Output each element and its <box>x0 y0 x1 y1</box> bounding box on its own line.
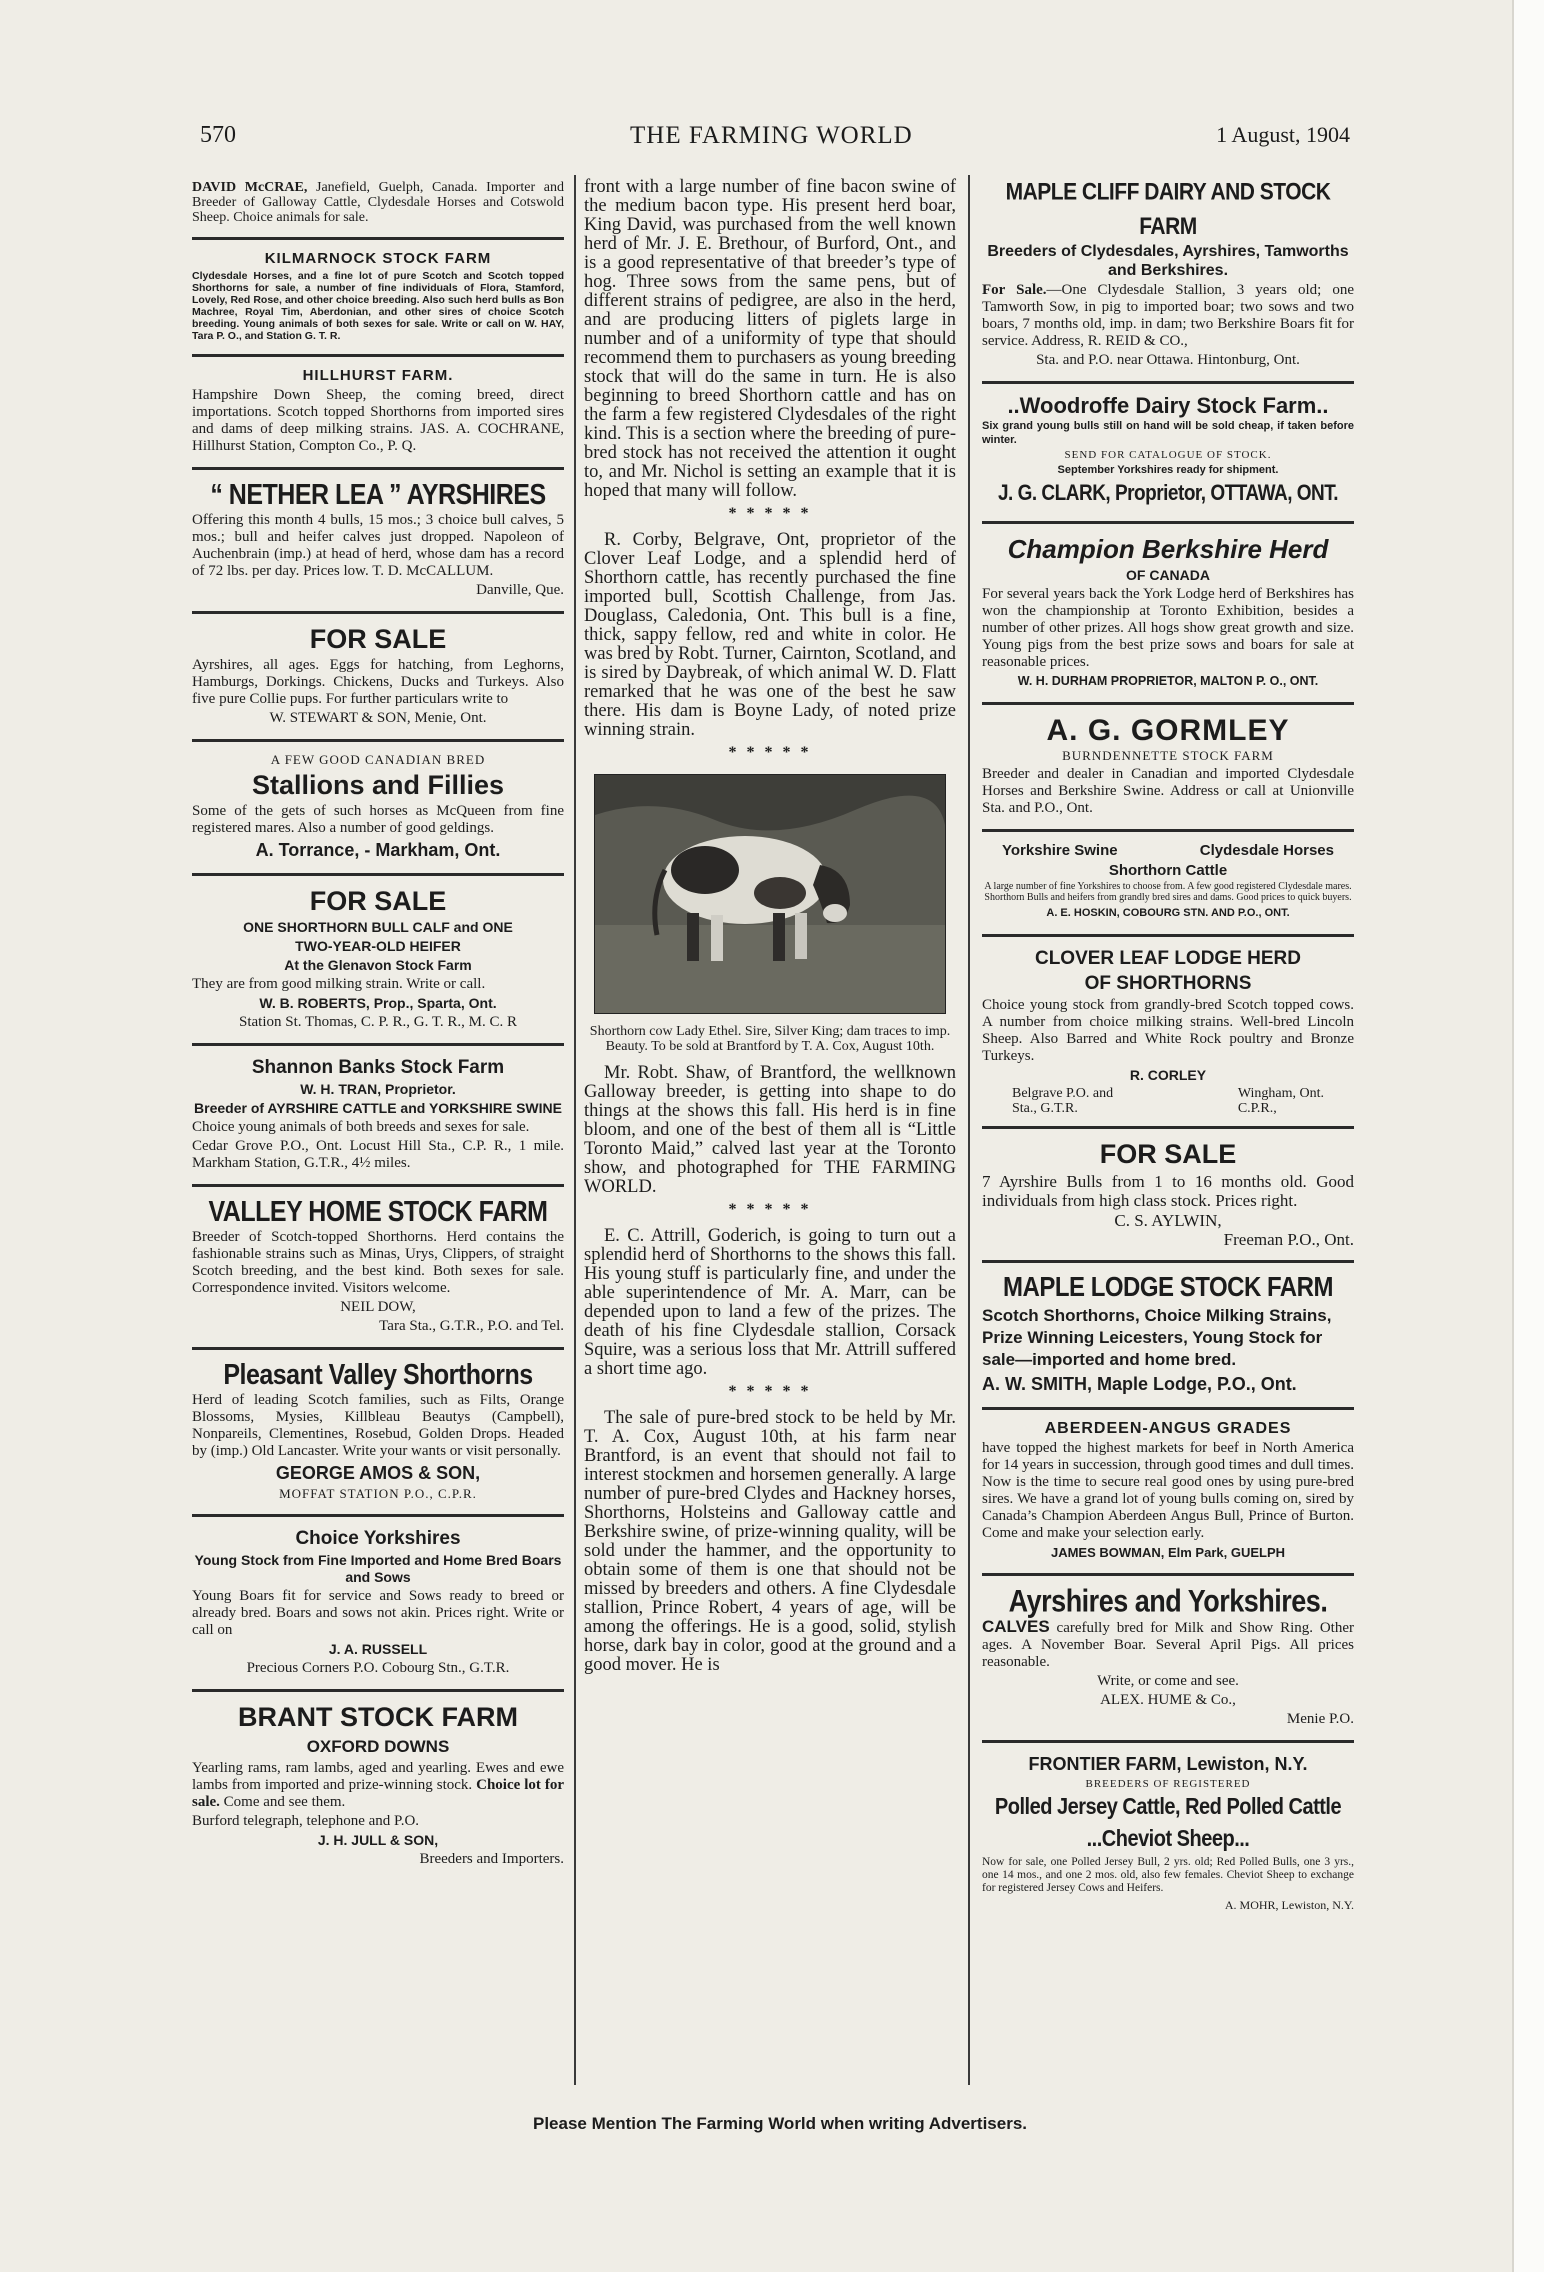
brant-body: Yearling rams, ram lambs, aged and yearling. Ewes and ewe lambs from imported and prize-winning stock. <box>192 1760 564 1793</box>
journal-title: THE FARMING WORLD <box>630 122 913 149</box>
for-sale-sign: W. STEWART & SON, Menie, Ont. <box>269 710 487 726</box>
pleasant-sign: GEORGE AMOS & SON, <box>275 1463 481 1483</box>
separator-4: * * * * * <box>728 1383 812 1400</box>
issue-date: 1 August, 1904 <box>1216 122 1350 147</box>
brant-title: BRANT STOCK FARM <box>238 1702 518 1732</box>
kilmarnock-title: KILMARNOCK STOCK FARM <box>264 250 492 267</box>
ad-valley-home <box>192 1197 564 1350</box>
for-sale-body: Ayrshires, all ages. Eggs for hatching, from Leghorns, Hamburgs, Dorkings. Chickens, Ducks and Turkeys. Also five pure Collie pups. For further particulars write to <box>192 657 564 707</box>
article-paragraph-5: The sale of pure-bred stock to be held by Mr. T. A. Cox, August 10th, at his farm near Brantford, is an event that should not fail to interest stockmen and horsemen generally. A large number of pure-bred Clydes and Hackney horses, Shorthorns, Holsteins and Galloway cattle and Berkshire swine, of prize-winning quality, will be sold under the hammer, and the opportunity to obtain some of them is one that should not be missed by breeders and others. A fine Clydesdale stallion, Prince Robert, 4 years of age, will be among the offerings. He is a good, solid, stylish horse, dark bay in color, good at the ground and a good mover. He is <box>584 1408 956 1675</box>
hume-sign1: ALEX. HUME & Co., <box>1100 1692 1236 1708</box>
brant-body2: Come and see them. <box>219 1794 346 1810</box>
brant-body-wrap <box>192 1760 564 1811</box>
hume-sign2: Menie P.O. <box>1286 1711 1354 1727</box>
for-sale-2-line2: TWO-YEAR-OLD HEIFER <box>295 938 461 954</box>
hoskin-center: Shorthorn Cattle <box>1108 862 1228 879</box>
for-sale-3-sign1: C. S. AYLWIN, <box>1114 1211 1222 1230</box>
valley-body: Breeder of Scotch-topped Shorthorns. Herd contains the fashionable strains such as Minas, Urys, Clippers, of straight Scotch breeding, and the best kind. Both sexes for sale. Correspondence invited. Visitors welcome. <box>192 1229 564 1296</box>
berkshire-body: For several years back the York Lodge herd of Berkshires has won the championship at Toronto Exhibition, besides a number of other prizes. All hogs show great growth and size. Young pigs from the best prize sows and boars for sale at reasonable prices. <box>982 586 1354 670</box>
yorkshires-sub: Young Stock from Fine Imported and Home Bred Boars and Sows <box>194 1552 562 1585</box>
woodroffe-title: ..Woodroffe Dairy Stock Farm.. <box>1007 393 1329 418</box>
hoskin-left: Yorkshire Swine <box>1002 842 1118 859</box>
shannon-body: Choice young animals of both breeds and sexes for sale. <box>192 1119 530 1135</box>
for-sale-2-line3: At the Glenavon Stock Farm <box>284 957 472 973</box>
frontier-t2: ...Cheviot Sheep... <box>1086 1826 1250 1852</box>
ad-pleasant-valley <box>192 1360 564 1517</box>
ad-hillhurst <box>192 367 564 470</box>
separator-2: * * * * * <box>728 744 812 761</box>
shannon-prop: W. H. TRAN, Proprietor. <box>300 1081 456 1097</box>
ad-hume <box>982 1583 1354 1743</box>
ad-gormley <box>982 715 1354 832</box>
yorkshires-title: Choice Yorkshires <box>295 1528 461 1549</box>
mccrae-name: DAVID McCRAE, <box>192 180 308 195</box>
yorkshires-sign: J. A. RUSSELL <box>328 1641 428 1657</box>
ad-for-sale-stewart <box>192 624 564 742</box>
article-paragraph-3: Mr. Robt. Shaw, of Brantford, the wellknown Galloway breeder, is getting into shape to do things at the shows this fall. His herd is in fine bloom, and one of the best of them all is “Little Toronto Maid,” calved last year at the Toronto show, and photographed for THE FARMING WORLD. <box>584 1063 956 1197</box>
gormley-sub: BURNDENNETTE STOCK FARM <box>1062 748 1274 763</box>
for-sale-2-sign: W. B. ROBERTS, Prop., Sparta, Ont. <box>259 995 497 1011</box>
column-left <box>192 178 564 1890</box>
clover-leaf-addr-right <box>1238 1086 1324 1116</box>
brant-sign2: Breeders and Importers. <box>419 1851 564 1867</box>
for-sale-2-title: FOR SALE <box>309 886 447 916</box>
photo-caption: Shorthorn cow Lady Ethel. Sire, Silver King; dam traces to imp. Beauty. To be sold at Brantford by T. A. Cox, August 10th. <box>589 1024 951 1054</box>
page-number: 570 <box>200 122 236 148</box>
stallions-sign: A. Torrance, - Markham, Ont. <box>255 840 501 860</box>
nether-lea-sign: Danville, Que. <box>476 582 564 598</box>
for-sale-2-body: They are from good milking strain. Write or call. <box>192 976 486 992</box>
valley-sign2: Tara Sta., G.T.R., P.O. and Tel. <box>379 1318 564 1334</box>
ad-nether-lea <box>192 480 564 614</box>
ad-brant-stock-farm <box>192 1702 564 1880</box>
gormley-body: Breeder and dealer in Canadian and imported Clydesdale Horses and Berkshire Swine. Address or call at Unionville Sta. and P.O., Ont. <box>982 766 1354 816</box>
frontier-sub: BREEDERS OF REGISTERED <box>1085 1778 1251 1790</box>
clover-leaf-body: Choice young stock from grandly-bred Scotch topped cows. A number from choice milking strains. Well-bred Lincoln Sheep. Also Barred and White Rock poultry and Bronze Turkeys. <box>982 997 1354 1064</box>
berkshire-title: Champion Berkshire Herd <box>1007 534 1329 564</box>
article-paragraph-1: front with a large number of fine bacon swine of the medium bacon type. His present herd boar, King David, was purchased from the well known herd of Mr. J. E. Brethour, of Burford, Ont., and is a good representative of that breeder’s type of hog. Three sows from the same pens, but of different strains of pedigree, are also in the herd, and are producing litters of piglets large in number and of a uniformity of type that should recommend them to purchasers as young breeding stock that will do the same in turn. He is also beginning to breed Shorthorn cattle and has on the farm a few registered Clydesdales of the right kind. This is a section where the breeding of pure-bred stock has not received the attention it ought to, and Mr. Nichol is setting an example that it is hoped that many will follow. <box>584 177 956 501</box>
nether-lea-body: Offering this month 4 bulls, 15 mos.; 3 choice bull calves, 5 mos.; bull and heifer calves just dropped. Napoleon of Auchenbrain (imp.) at head of herd, whose dam has a record of 72 lbs. per day. Prices low. T. D. McCALLUM. <box>192 512 564 579</box>
clover-leaf-b2: C.P.R., <box>1237 1101 1277 1116</box>
shannon-title: Shannon Banks Stock Farm <box>251 1057 505 1078</box>
brant-sub: OXFORD DOWNS <box>306 1737 450 1756</box>
pleasant-station: MOFFAT STATION P.O., C.P.R. <box>279 1486 477 1501</box>
maple-cliff-title: MAPLE CLIFF DAIRY AND STOCK FARM <box>1005 178 1331 240</box>
maple-cliff-lead: For Sale. <box>982 282 1047 298</box>
clover-leaf-a1: Belgrave P.O. and <box>1012 1086 1114 1101</box>
shannon-addr: Cedar Grove P.O., Ont. Locust Hill Sta., C.P. R., 1 mile. Markham Station, G.T.R., 4½ miles. <box>192 1138 564 1171</box>
maple-lodge-sign: A. W. SMITH, Maple Lodge, P.O., Ont. <box>982 1374 1297 1394</box>
for-sale-2-line1: ONE SHORTHORN BULL CALF and ONE <box>243 919 513 935</box>
for-sale-2-station: Station St. Thomas, C. P. R., G. T. R., M. C. R <box>239 1014 517 1030</box>
woodroffe-body: Six grand young bulls still on hand will be sold cheap, if taken before winter. <box>982 420 1354 446</box>
ad-maple-lodge <box>982 1273 1354 1410</box>
frontier-t1: Polled Jersey Cattle, Red Polled Cattle <box>994 1794 1342 1820</box>
valley-sign1: NEIL DOW, <box>340 1299 416 1315</box>
hume-write: Write, or come and see. <box>1097 1673 1239 1689</box>
clover-leaf-b1: Wingham, Ont. <box>1237 1086 1324 1101</box>
brant-bold: Choice lot for sale. <box>192 1777 564 1810</box>
valley-title: VALLEY HOME STOCK FARM <box>208 1195 548 1229</box>
brant-sign: J. H. JULL & SON, <box>317 1832 439 1848</box>
for-sale-3-sign2: Freeman P.O., Ont. <box>1223 1230 1354 1249</box>
clover-leaf-sign: R. CORLEY <box>1129 1067 1207 1083</box>
hoskin-body: A large number of fine Yorkshires to choose from. A few good registered Clydesdale mares. Shorthorn Bulls and heifers from grandly bred sires and dams. Good prices to quick buyers. <box>984 881 1352 903</box>
hume-lead: CALVES <box>982 1617 1050 1636</box>
column-rule-right <box>968 175 970 2085</box>
kilmarnock-body: Clydesdale Horses, and a fine lot of pure Scotch and Scotch topped Shorthorns for sale, a number of fine individuals of Flora, Stamford, Lovely, Red Rose, and other choice breeding. Also such herd bulls as Bon Machree, Royal Tim, Aberdonian, and other sires of choice Scotch breeding. Young animals of both sexes for sale. Write or call on W. HAY, Tara P. O., and Station G. T. R. <box>192 270 564 342</box>
hume-body: carefully bred for Milk and Show Ring. Other ages. A November Boar. Several April Pigs. All prices reasonable. <box>982 1620 1354 1670</box>
woodroffe-september: September Yorkshires ready for shipment. <box>1057 464 1279 476</box>
clover-leaf-title2: OF SHORTHORNS <box>1084 973 1252 994</box>
clover-leaf-addr <box>982 1086 1354 1116</box>
berkshire-sub: OF CANADA <box>1126 567 1210 583</box>
frontier-title: FRONTIER FARM, Lewiston, N.Y. <box>1028 1754 1308 1774</box>
clover-leaf-a2: Sta., G.T.R. <box>1012 1101 1078 1116</box>
for-sale-3-title: FOR SALE <box>1099 1139 1237 1169</box>
maple-cliff-body: —One Clydesdale Stallion, 3 years old; one Tamworth Sow, in pig to imported boar; two sows and two boars, 7 months old, imp. in dam; two Berkshire Boars fit for service. Address, R. REID & CO., <box>982 282 1354 349</box>
ad-shannon-banks <box>192 1056 564 1187</box>
ad-maple-cliff <box>982 180 1354 384</box>
shannon-breed: Breeder of AYRSHIRE CATTLE and YORKSHIRE SWINE <box>194 1100 562 1116</box>
hillhurst-body: Hampshire Down Sheep, the coming breed, direct importations. Scotch topped Shorthorns from imported sires and dams of deep milking strains. JAS. A. COCHRANE, Hillhurst Station, Compton Co., P. Q. <box>192 387 564 454</box>
berkshire-sign: W. H. DURHAM PROPRIETOR, MALTON P. O., ONT. <box>1017 674 1319 688</box>
hume-title: Ayrshires and Yorkshires. <box>1008 1583 1328 1619</box>
yorkshires-addr: Precious Corners P.O. Cobourg Stn., G.T.R. <box>246 1660 510 1676</box>
ad-woodroffe <box>982 394 1354 524</box>
maple-cliff-addr: Sta. and P.O. near Ottawa. Hintonburg, Ont. <box>1036 352 1300 368</box>
ad-frontier-farm <box>982 1753 1354 1926</box>
ad-for-sale-roberts <box>192 886 564 1046</box>
maple-lodge-body: Scotch Shorthorns, Choice Milking Strains, Prize Winning Leicesters, Young Stock for sale—imported and home bred. <box>982 1306 1332 1369</box>
hume-body-wrap <box>982 1618 1354 1671</box>
ad-champion-berkshire <box>982 534 1354 705</box>
separator-3: * * * * * <box>728 1201 812 1218</box>
woodroffe-sign: J. G. CLARK, Proprietor, OTTAWA, ONT. <box>997 481 1339 506</box>
cow-illustration <box>595 775 945 1013</box>
maple-cliff-body-wrap <box>982 282 1354 350</box>
column-right <box>982 178 1354 1936</box>
pleasant-title: Pleasant Valley Shorthorns <box>223 1358 533 1392</box>
column-rule-left <box>574 175 576 2085</box>
woodroffe-catalogue: SEND FOR CATALOGUE OF STOCK. <box>1064 449 1272 461</box>
ad-stallions <box>192 752 564 876</box>
stallions-title: Stallions and Fillies <box>251 770 505 800</box>
maple-lodge-title: MAPLE LODGE STOCK FARM <box>1003 1271 1333 1303</box>
separator-1: * * * * * <box>728 505 812 522</box>
ad-hoskin <box>982 842 1354 937</box>
article-paragraph-4: E. C. Attrill, Goderich, is going to turn out a splendid herd of Shorthorns to the shows this fall. His young stuff is particularly fine, and under the able superintendence of Mr. A. Marr, can be depended upon to land a few of the prizes. The death of his fine Clydesdale stallion, Corsack Squire, was a serious loss that Mr. Attrill suffered a short time ago. <box>584 1226 956 1379</box>
stallions-body: Some of the gets of such horses as McQueen from fine registered mares. Also a number of good geldings. <box>192 803 564 836</box>
hoskin-sign: A. E. HOSKIN, COBOURG STN. AND P.O., ONT. <box>1046 907 1290 919</box>
hoskin-right: Clydesdale Horses <box>1199 842 1334 859</box>
column-middle <box>584 178 956 1675</box>
ad-choice-yorkshires <box>192 1527 564 1692</box>
stallions-pre: A FEW GOOD CANADIAN BRED <box>270 752 486 767</box>
clover-leaf-title1: CLOVER LEAF LODGE HERD <box>1034 948 1301 969</box>
ad-for-sale-aylwin <box>982 1139 1354 1263</box>
yorkshires-body: Young Boars fit for service and Sows ready to breed or already bred. Boars and sows not akin. Prices right. Write or call on <box>192 1588 564 1638</box>
cow-photo <box>594 774 946 1014</box>
aberdeen-title: ABERDEEN-ANGUS GRADES <box>1044 1420 1292 1437</box>
pleasant-body: Herd of leading Scotch families, such as Filts, Orange Blossoms, Mysies, Killbleau Beautys (Campbell), Nonpareils, Clementines, Rosebud, Golden Drops. Headed by (imp.) Old Lancaster. Write your wants or visit personally. <box>192 1392 564 1459</box>
aberdeen-body: have topped the highest markets for beef in North America for 14 years in succession, through good times and dull times. Now is the time to secure real good ones by using pure-bred sires. We have a grand lot of young bulls coming on, sired by Canada’s Champion Aberdeen Angus Bull, Prince of Burton. Come and make your selection early. <box>982 1440 1354 1541</box>
nether-lea-title: “ NETHER LEA ” AYRSHIRES <box>210 478 546 512</box>
ad-mccrae <box>192 180 564 240</box>
for-sale-title: FOR SALE <box>309 624 447 654</box>
ad-aberdeen-angus <box>982 1420 1354 1576</box>
scan-edge <box>1512 0 1544 2272</box>
article-paragraph-2: R. Corby, Belgrave, Ont, proprietor of the Clover Leaf Lodge, and a splendid herd of Shorthorn cattle, has recently purchased the fine imported bull, Scottish Challenge, from Jas. Douglass, Caledonia, Ont. This bull is a fine, thick, sappy fellow, red and white in color. He was bred by Robt. Turner, Cairnton, Scotland, and is sired by Daybreak, of which animal W. D. Flatt remarked that he was one of the best he saw there. His dam is Boyne Lady, of noted prize winning strain. <box>584 530 956 740</box>
hoskin-breeds <box>982 842 1354 860</box>
page-header <box>200 122 1360 162</box>
aberdeen-sign: JAMES BOWMAN, Elm Park, GUELPH <box>1050 1545 1286 1560</box>
footer-notice: Please Mention The Farming World when writing Advertisers. <box>532 2114 1028 2133</box>
mccrae-text: Janefield, Guelph, Canada. Importer and Breeder of Galloway Cattle, Clydesdale Horses and Cotswold Sheep. Choice animals for sale. <box>192 180 565 225</box>
frontier-body: Now for sale, one Polled Jersey Bull, 2 yrs. old; Red Polled Bulls, one 3 yrs., one 14 mos., and one 2 mos. old, also few females. Cheviot Sheep to exchange for registered Jersey Cows and Heifers. <box>982 1856 1354 1894</box>
clover-leaf-addr-left <box>1012 1086 1113 1116</box>
ad-kilmarnock <box>192 250 564 357</box>
ad-clover-leaf <box>982 947 1354 1129</box>
for-sale-3-body: 7 Ayrshire Bulls from 1 to 16 months old. Good individuals from high class stock. Prices right. <box>982 1172 1354 1210</box>
gormley-title: A. G. GORMLEY <box>1046 714 1290 747</box>
brant-tel: Burford telegraph, telephone and P.O. <box>192 1813 420 1829</box>
maple-cliff-sub: Breeders of Clydesdales, Ayrshires, Tamworths and Berkshires. <box>987 243 1349 279</box>
hillhurst-title: HILLHURST FARM. <box>302 367 454 384</box>
frontier-sign: A. MOHR, Lewiston, N.Y. <box>1224 1898 1354 1912</box>
